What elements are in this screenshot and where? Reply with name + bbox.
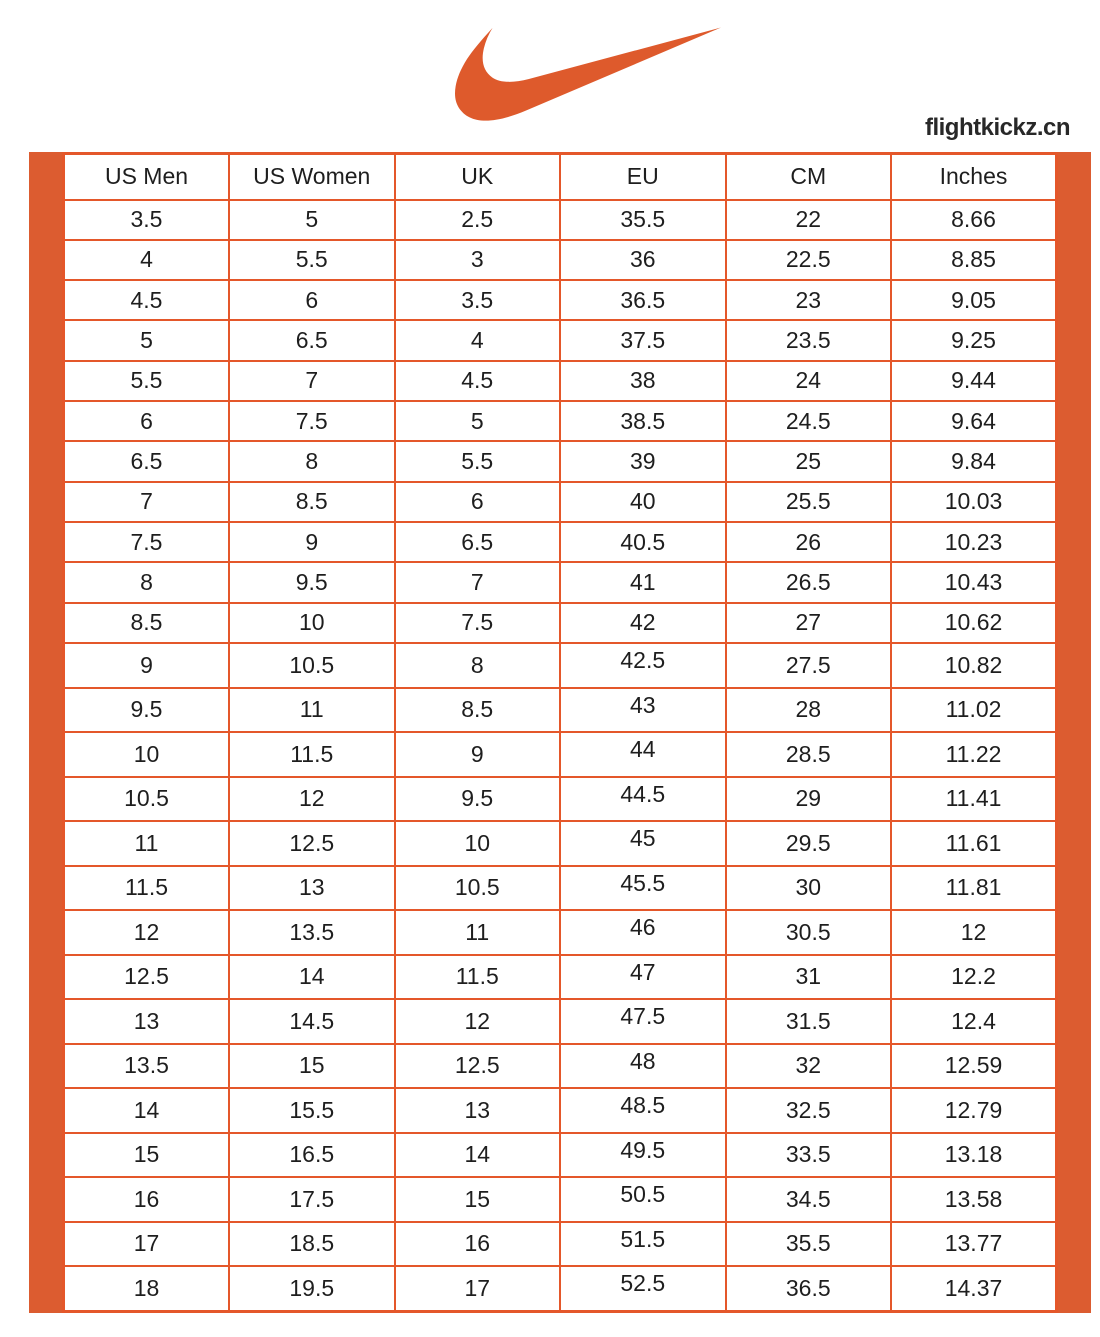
- table-row: [64, 200, 1057, 240]
- size-cell: 9.05: [891, 280, 1057, 320]
- size-cell: 9: [395, 732, 561, 777]
- size-cell: 41: [560, 562, 726, 602]
- size-cell: 10.43: [891, 562, 1057, 602]
- size-cell: 23.5: [726, 320, 892, 360]
- size-cell: 5: [64, 320, 230, 360]
- size-cell: 11.22: [891, 732, 1057, 777]
- size-cell: 11: [64, 821, 230, 866]
- size-cell: 12.4: [891, 999, 1057, 1044]
- size-cell: 49.5: [560, 1133, 726, 1178]
- table-row: [64, 361, 1057, 401]
- size-cell: 42.5: [560, 643, 726, 688]
- size-cell: 32.5: [726, 1088, 892, 1133]
- size-cell: 5: [395, 401, 561, 441]
- size-cell: 12: [395, 999, 561, 1044]
- size-cell: 6.5: [229, 320, 395, 360]
- size-cell: 13.58: [891, 1177, 1057, 1222]
- size-cell: 39: [560, 441, 726, 481]
- size-cell: 3: [395, 240, 561, 280]
- size-cell: 14.5: [229, 999, 395, 1044]
- size-cell: 14: [229, 955, 395, 1000]
- size-cell: 5: [229, 200, 395, 240]
- size-cell: 27.5: [726, 643, 892, 688]
- size-cell: 10: [229, 603, 395, 643]
- size-cell: 11.5: [395, 955, 561, 1000]
- size-cell: 23: [726, 280, 892, 320]
- size-cell: 25: [726, 441, 892, 481]
- table-row: [64, 280, 1057, 320]
- size-cell: 34.5: [726, 1177, 892, 1222]
- header-row: [64, 154, 1057, 200]
- table-row: [64, 1222, 1057, 1267]
- size-cell: 12: [64, 910, 230, 955]
- size-cell: 12.2: [891, 955, 1057, 1000]
- table-header: [64, 154, 1057, 200]
- size-cell: 13.18: [891, 1133, 1057, 1178]
- size-cell: 18: [64, 1266, 230, 1311]
- size-cell: 13.5: [229, 910, 395, 955]
- size-cell: 44.5: [560, 777, 726, 822]
- column-header: EU: [560, 154, 726, 200]
- size-cell: 6: [229, 280, 395, 320]
- size-cell: 31.5: [726, 999, 892, 1044]
- size-cell: 26.5: [726, 562, 892, 602]
- size-cell: 28.5: [726, 732, 892, 777]
- column-header: US Men: [64, 154, 230, 200]
- size-cell: 13: [395, 1088, 561, 1133]
- size-cell: 7.5: [229, 401, 395, 441]
- size-cell: 6.5: [395, 522, 561, 562]
- table-row: [64, 1177, 1057, 1222]
- size-cell: 38: [560, 361, 726, 401]
- table-row: [64, 240, 1057, 280]
- size-cell: 6.5: [64, 441, 230, 481]
- size-cell: 44: [560, 732, 726, 777]
- size-cell: 30.5: [726, 910, 892, 955]
- size-cell: 43: [560, 688, 726, 733]
- size-cell: 5.5: [229, 240, 395, 280]
- column-header: Inches: [891, 154, 1057, 200]
- size-cell: 48: [560, 1044, 726, 1089]
- size-cell: 15: [229, 1044, 395, 1089]
- table-row: [64, 866, 1057, 911]
- table-row: [64, 910, 1057, 955]
- size-cell: 14: [64, 1088, 230, 1133]
- size-cell: 12.59: [891, 1044, 1057, 1089]
- table-row: [64, 1044, 1057, 1089]
- size-cell: 10: [395, 821, 561, 866]
- size-cell: 40.5: [560, 522, 726, 562]
- size-cell: 9.44: [891, 361, 1057, 401]
- size-cell: 14: [395, 1133, 561, 1178]
- size-cell: 29: [726, 777, 892, 822]
- size-cell: 9.64: [891, 401, 1057, 441]
- size-cell: 5.5: [395, 441, 561, 481]
- size-cell: 13: [64, 999, 230, 1044]
- size-cell: 8: [64, 562, 230, 602]
- size-cell: 7: [395, 562, 561, 602]
- size-cell: 8.5: [64, 603, 230, 643]
- table-row: [64, 1133, 1057, 1178]
- table-row: [64, 401, 1057, 441]
- size-cell: 8: [229, 441, 395, 481]
- size-cell: 36.5: [726, 1266, 892, 1311]
- table-row: [64, 522, 1057, 562]
- size-cell: 5.5: [64, 361, 230, 401]
- size-cell: 51.5: [560, 1222, 726, 1267]
- size-cell: 8: [395, 643, 561, 688]
- size-conversion-table: [62, 152, 1058, 1313]
- size-cell: 36.5: [560, 280, 726, 320]
- size-cell: 24: [726, 361, 892, 401]
- size-cell: 11: [229, 688, 395, 733]
- table-row: [64, 603, 1057, 643]
- size-cell: 33.5: [726, 1133, 892, 1178]
- size-cell: 36: [560, 240, 726, 280]
- size-cell: 45: [560, 821, 726, 866]
- size-cell: 47: [560, 955, 726, 1000]
- size-cell: 9.84: [891, 441, 1057, 481]
- size-cell: 35.5: [560, 200, 726, 240]
- watermark-text: flightkickz.cn: [924, 114, 1070, 141]
- size-cell: 22: [726, 200, 892, 240]
- size-cell: 16: [395, 1222, 561, 1267]
- size-cell: 17: [395, 1266, 561, 1311]
- size-cell: 30: [726, 866, 892, 911]
- size-cell: 10.62: [891, 603, 1057, 643]
- size-cell: 6: [64, 401, 230, 441]
- size-cell: 32: [726, 1044, 892, 1089]
- size-cell: 7: [64, 482, 230, 522]
- size-cell: 4: [395, 320, 561, 360]
- size-cell: 8.66: [891, 200, 1057, 240]
- size-cell: 10.23: [891, 522, 1057, 562]
- size-cell: 7.5: [64, 522, 230, 562]
- size-cell: 27: [726, 603, 892, 643]
- right-accent-bar: [1058, 152, 1091, 1313]
- left-accent-bar: [29, 152, 62, 1313]
- size-cell: 11.5: [229, 732, 395, 777]
- size-cell: 22.5: [726, 240, 892, 280]
- size-cell: 38.5: [560, 401, 726, 441]
- size-cell: 11.5: [64, 866, 230, 911]
- size-cell: 26: [726, 522, 892, 562]
- size-cell: 11.61: [891, 821, 1057, 866]
- table-row: [64, 688, 1057, 733]
- size-cell: 10.03: [891, 482, 1057, 522]
- column-header: UK: [395, 154, 561, 200]
- size-cell: 13: [229, 866, 395, 911]
- table-row: [64, 821, 1057, 866]
- size-cell: 14.37: [891, 1266, 1057, 1311]
- size-cell: 19.5: [229, 1266, 395, 1311]
- size-cell: 4: [64, 240, 230, 280]
- size-cell: 11: [395, 910, 561, 955]
- size-cell: 37.5: [560, 320, 726, 360]
- table-row: [64, 441, 1057, 481]
- size-cell: 9.5: [229, 562, 395, 602]
- size-cell: 35.5: [726, 1222, 892, 1267]
- size-cell: 15.5: [229, 1088, 395, 1133]
- size-cell: 4.5: [64, 280, 230, 320]
- table-body: [64, 200, 1057, 1312]
- size-cell: 7: [229, 361, 395, 401]
- size-cell: 7.5: [395, 603, 561, 643]
- size-cell: 15: [64, 1133, 230, 1178]
- size-cell: 25.5: [726, 482, 892, 522]
- size-cell: 8.85: [891, 240, 1057, 280]
- size-cell: 16: [64, 1177, 230, 1222]
- table-row: [64, 732, 1057, 777]
- size-cell: 9.5: [395, 777, 561, 822]
- size-cell: 3.5: [64, 200, 230, 240]
- table-row: [64, 1088, 1057, 1133]
- size-cell: 28: [726, 688, 892, 733]
- size-cell: 12: [229, 777, 395, 822]
- size-cell: 50.5: [560, 1177, 726, 1222]
- table-row: [64, 643, 1057, 688]
- nike-swoosh-path: [455, 28, 721, 121]
- size-cell: 45.5: [560, 866, 726, 911]
- table-row: [64, 1266, 1057, 1311]
- size-cell: 47.5: [560, 999, 726, 1044]
- table-row: [64, 562, 1057, 602]
- size-cell: 10.5: [229, 643, 395, 688]
- size-cell: 16.5: [229, 1133, 395, 1178]
- size-cell: 29.5: [726, 821, 892, 866]
- size-cell: 15: [395, 1177, 561, 1222]
- size-cell: 12.5: [229, 821, 395, 866]
- size-cell: 10.5: [395, 866, 561, 911]
- size-chart-frame: [29, 152, 1091, 1313]
- size-cell: 40: [560, 482, 726, 522]
- size-cell: 9.25: [891, 320, 1057, 360]
- size-cell: 11.02: [891, 688, 1057, 733]
- table-row: [64, 777, 1057, 822]
- table-row: [64, 320, 1057, 360]
- table-row: [64, 955, 1057, 1000]
- table-row: [64, 482, 1057, 522]
- column-header: US Women: [229, 154, 395, 200]
- size-cell: 10.5: [64, 777, 230, 822]
- size-cell: 10.82: [891, 643, 1057, 688]
- size-cell: 42: [560, 603, 726, 643]
- size-cell: 12.79: [891, 1088, 1057, 1133]
- size-cell: 48.5: [560, 1088, 726, 1133]
- size-cell: 10: [64, 732, 230, 777]
- size-cell: 46: [560, 910, 726, 955]
- nike-swoosh-icon: [455, 24, 721, 123]
- size-cell: 9: [64, 643, 230, 688]
- table-row: [64, 999, 1057, 1044]
- size-cell: 8.5: [395, 688, 561, 733]
- size-cell: 24.5: [726, 401, 892, 441]
- size-cell: 12.5: [64, 955, 230, 1000]
- size-cell: 17: [64, 1222, 230, 1267]
- column-header: CM: [726, 154, 892, 200]
- size-cell: 31: [726, 955, 892, 1000]
- size-cell: 13.77: [891, 1222, 1057, 1267]
- size-cell: 4.5: [395, 361, 561, 401]
- size-cell: 3.5: [395, 280, 561, 320]
- size-cell: 9: [229, 522, 395, 562]
- size-cell: 13.5: [64, 1044, 230, 1089]
- size-cell: 18.5: [229, 1222, 395, 1267]
- size-cell: 8.5: [229, 482, 395, 522]
- size-cell: 17.5: [229, 1177, 395, 1222]
- size-cell: 6: [395, 482, 561, 522]
- size-cell: 11.81: [891, 866, 1057, 911]
- size-cell: 11.41: [891, 777, 1057, 822]
- size-cell: 52.5: [560, 1266, 726, 1311]
- size-cell: 9.5: [64, 688, 230, 733]
- size-cell: 12: [891, 910, 1057, 955]
- size-cell: 2.5: [395, 200, 561, 240]
- size-cell: 12.5: [395, 1044, 561, 1089]
